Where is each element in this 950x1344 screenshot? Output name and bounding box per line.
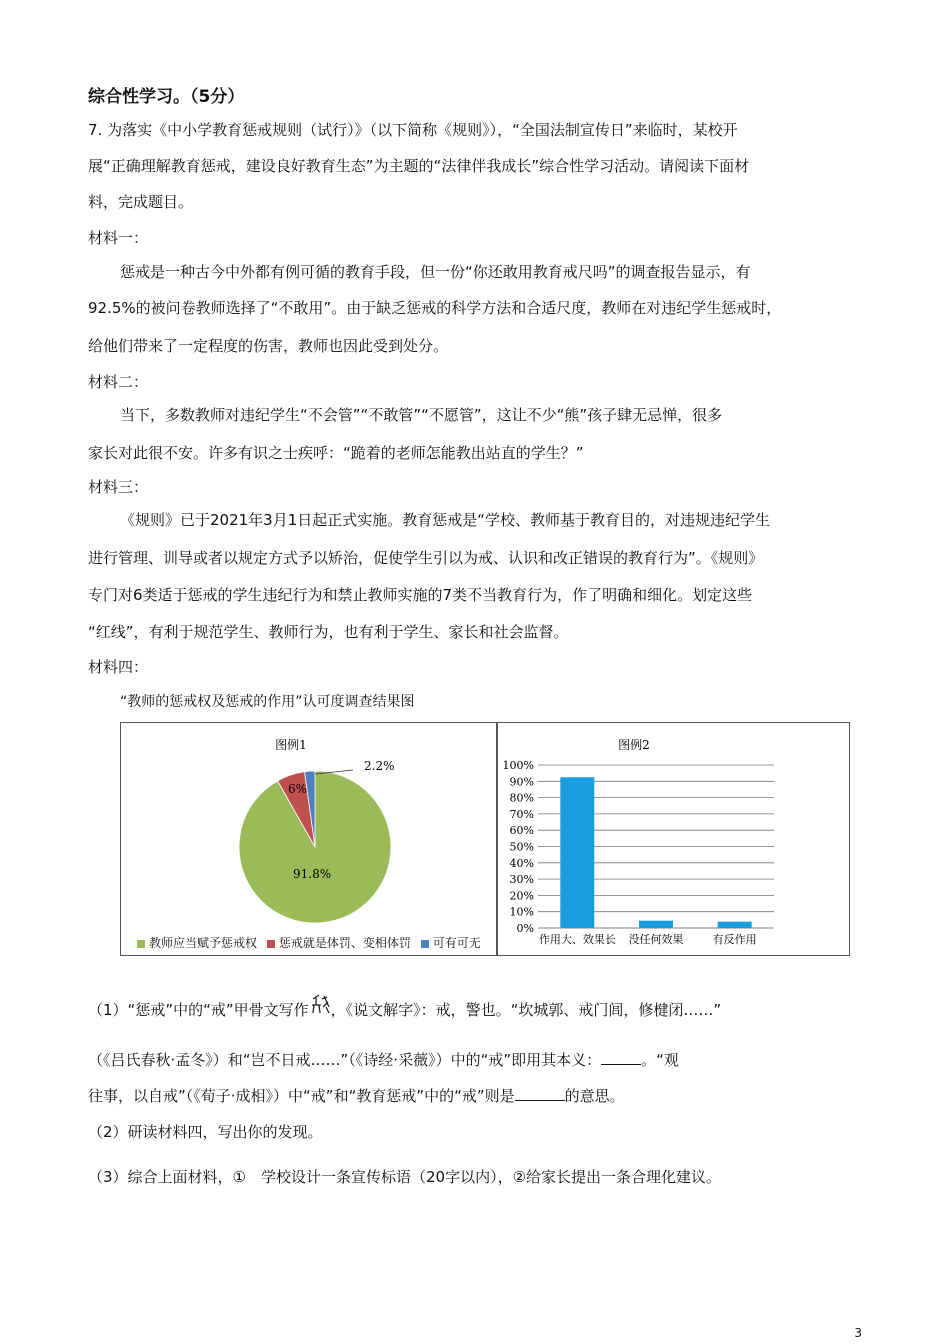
pie-chart-title: 图例1 — [275, 738, 307, 752]
bar-ytick-label: 20% — [509, 889, 534, 903]
material-3-line-3: 专门对6类适于惩戒的学生违纪行为和禁止教师实施的7类不当教育行为，作了明确和细化。划定这些 — [88, 586, 753, 604]
bar-xtick-label: 没任何效果 — [628, 933, 684, 946]
question-text-line-2: 展“正确理解教育惩戒，建设良好教育生态”为主题的“法律伴我成长”综合性学习活动。请阅读下面材 — [88, 157, 750, 175]
legend-label-punishment: 惩戒就是体罚、变相体罚 — [278, 936, 411, 950]
legend-label-neutral: 可有可无 — [432, 936, 481, 950]
answer-blank-2[interactable] — [515, 1086, 565, 1101]
subquestion-1-line-1 — [88, 1000, 721, 1020]
bar-ytick-label: 10% — [509, 905, 534, 919]
bar-chart-panel — [497, 722, 850, 956]
material-3-line-4: “红线”，有利于规范学生、教师行为，也有利于学生、家长和社会监督。 — [88, 623, 569, 641]
subquestion-1-text-d: 。“观 — [641, 1051, 679, 1069]
material-4-label: 材料四： — [88, 658, 149, 676]
bar-xtick-label: 作用大、效果长 — [538, 933, 616, 946]
bar-ytick-label: 70% — [509, 807, 534, 821]
bar-ytick-label: 90% — [509, 775, 534, 789]
material-1-line-3: 给他们带来了一定程度的伤害，教师也因此受到处分。 — [88, 337, 449, 355]
subquestion-1-text-b: ，《说文解字》：戒，警也。“坎城郭、戒门闾，修楗闭……” — [330, 1001, 722, 1019]
material-1-label: 材料一： — [88, 229, 149, 247]
legend-swatch-support — [137, 940, 145, 948]
bar-ytick-label: 60% — [509, 824, 534, 838]
chart-caption: “教师的惩戒权及惩戒的作用”认可度调查结果图 — [120, 694, 415, 710]
material-1-line-1: 惩戒是一种古今中外都有例可循的教育手段，但一份“你还敢用教育戒尺吗”的调查报告显示，有 — [120, 263, 751, 281]
pie-label-support: 91.8% — [293, 867, 332, 881]
material-3-line-2: 进行管理、训导或者以规定方式予以矫治，促使学生引以为戒、认识和改正错误的教育行为”。《规则》 — [88, 549, 764, 567]
page-number: 3 — [854, 1326, 862, 1340]
subquestion-1-text-e: 往事，以自戒”（《荀子·成相》）中“戒”和“教育惩戒”中的“戒”则是 — [88, 1087, 515, 1105]
subquestion-1-text-f: 的意思。 — [564, 1087, 625, 1105]
pie-label-punishment: 6% — [288, 782, 308, 796]
legend-swatch-neutral — [421, 940, 429, 948]
bar-ytick-label: 80% — [509, 791, 534, 805]
survey-charts — [120, 722, 850, 956]
bar-chart-title: 图例2 — [618, 738, 650, 752]
bar-ytick-label: 0% — [516, 922, 534, 935]
material-2-line-2: 家长对此很不安。许多有识之士疾呼：“跪着的老师怎能教出站直的学生？” — [88, 444, 584, 462]
subquestion-3: （3）综合上面材料，① 学校设计一条宣传标语（20字以内），②给家长提出一条合理化建议。 — [88, 1168, 722, 1186]
pie-label-neutral: 2.2% — [364, 759, 395, 773]
subquestion-1-line-3 — [88, 1086, 625, 1106]
pie-chart — [121, 723, 496, 955]
oracle-bone-glyph-icon — [309, 993, 331, 1017]
bar-ytick-label: 40% — [509, 856, 534, 870]
section-title: 综合性学习。（5分） — [88, 87, 245, 107]
legend-label-support: 教师应当赋予惩戒权 — [149, 936, 258, 950]
subquestion-1-text-c: （《吕氏春秋·孟冬》）和“岂不日戒……”（《诗经·采薇》）中的“戒”即用其本义： — [88, 1051, 602, 1069]
material-2-label: 材料二： — [88, 373, 149, 391]
bar-3 — [718, 922, 752, 928]
material-2-line-1: 当下，多数教师对违纪学生“不会管”“不敢管”“不愿管”，这让不少“熊”孩子肆无忌惮，很多 — [120, 406, 723, 424]
bar-ytick-label: 50% — [509, 840, 534, 854]
pie-chart-panel — [120, 722, 497, 956]
subquestion-1-line-2 — [88, 1050, 679, 1070]
material-3-label: 材料三： — [88, 478, 149, 496]
question-text-line-3: 料，完成题目。 — [88, 193, 194, 211]
legend-swatch-punishment — [267, 940, 275, 948]
pie-legend — [137, 934, 481, 951]
bar-ytick-label: 100% — [502, 759, 534, 772]
material-3-line-1: 《规则》已于2021年3月1日起正式实施。教育惩戒是“学校、教师基于教育目的，对违规违纪学生 — [120, 511, 771, 529]
bar-ytick-label: 30% — [509, 873, 534, 887]
material-1-line-2: 92.5%的被问卷教师选择了“不敢用”。由于缺乏惩戒的科学方法和合适尺度，教师在对违纪学生惩戒时， — [88, 299, 782, 317]
answer-blank-1[interactable] — [601, 1050, 641, 1065]
subquestion-2: （2）研读材料四，写出你的发现。 — [88, 1123, 323, 1141]
bar-xtick-label: 有反作用 — [712, 933, 757, 946]
bar-2 — [639, 921, 673, 928]
question-text-line-1: 7. 为落实《中小学教育惩戒规则（试行）》（以下简称《规则》），“全国法制宣传日”来临时，某校开 — [88, 121, 738, 139]
bar-1 — [560, 777, 594, 928]
bar-chart — [498, 723, 849, 955]
subquestion-1-text-a: （1）“惩戒”中的“戒”甲骨文写作 — [88, 1001, 309, 1019]
